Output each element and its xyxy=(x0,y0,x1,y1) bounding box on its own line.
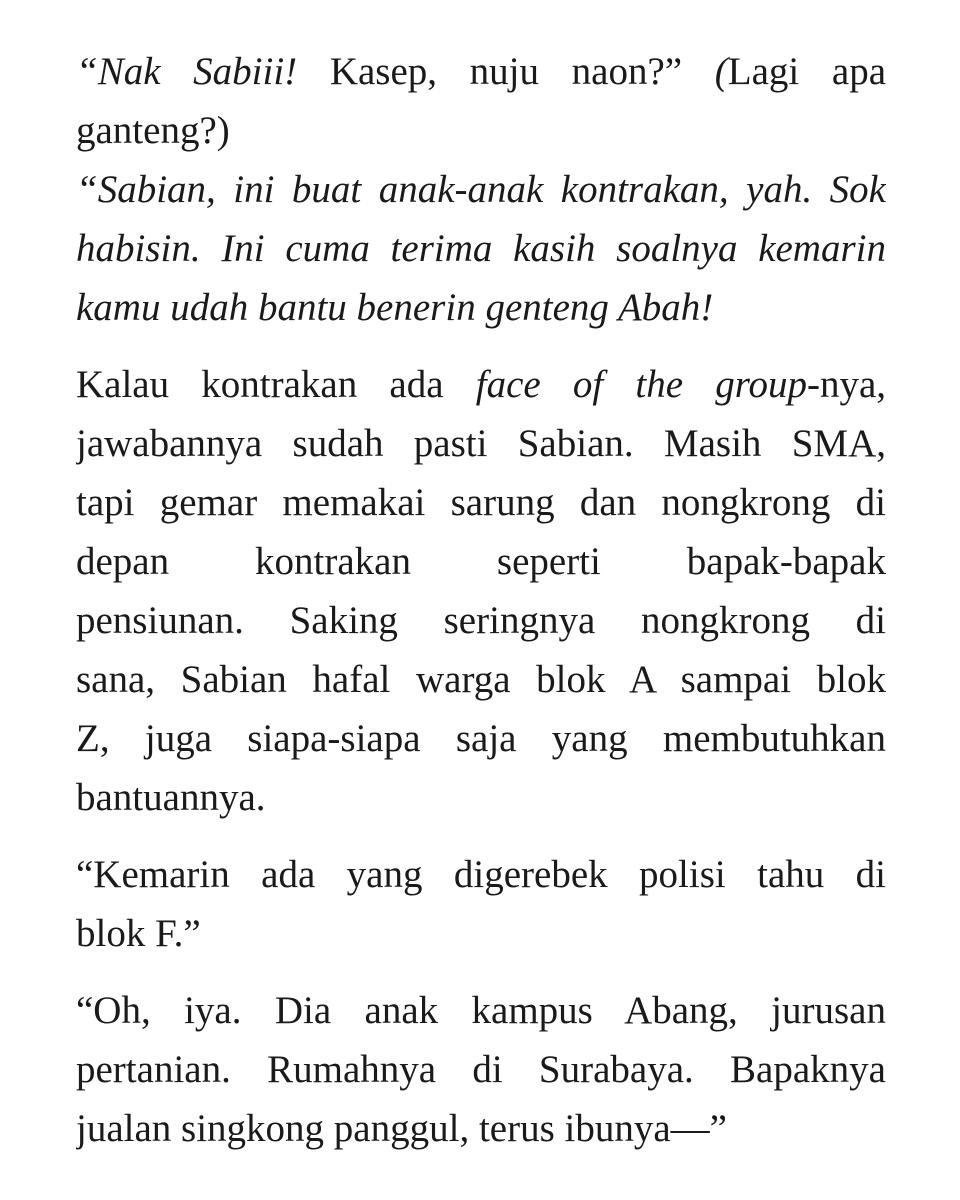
text-line: blok F.” xyxy=(76,912,201,955)
paragraph-dialogue-3 xyxy=(76,845,886,963)
italic-span: “Nak Sabiii! xyxy=(76,50,298,93)
text-line: Z, juga siapa-siapa saja yang membutuhkan xyxy=(76,717,886,760)
text-line: bantuannya. xyxy=(76,776,266,819)
text-line: kamu udah bantu benerin genteng Abah! xyxy=(76,286,714,329)
paragraph-dialogue-1 xyxy=(76,42,886,160)
text-line: ganteng?) xyxy=(76,109,230,152)
text-line: habisin. Ini cuma terima kasih soalnya kemarin xyxy=(76,227,886,270)
text-line: “Oh, iya. Dia anak kampus Abang, jurusan xyxy=(76,989,886,1032)
text-line: pertanian. Rumahnya di Surabaya. Bapaknya xyxy=(76,1048,886,1091)
italic-span: face of the group xyxy=(475,363,807,406)
text-line: jawabannya sudah pasti Sabian. Masih SMA, xyxy=(76,422,886,465)
paragraph-dialogue-4 xyxy=(76,981,886,1158)
text-line: jualan singkong panggul, terus ibunya—” xyxy=(76,1107,727,1150)
paragraph-narration-1 xyxy=(76,355,886,827)
text-line: tapi gemar memakai sarung dan nongkrong di xyxy=(76,481,886,524)
text-line: Kalau kontrakan ada face of the group-nya, xyxy=(76,363,886,406)
text-line: “Kemarin ada yang digerebek polisi tahu di xyxy=(76,853,886,896)
text-line: depan kontrakan seperti bapak-bapak xyxy=(76,540,886,583)
text-line: sana, Sabian hafal warga blok A sampai blok xyxy=(76,658,886,701)
text-line: “Sabian, ini buat anak-anak kontrakan, yah. Sok xyxy=(76,168,886,211)
text-line: pensiunan. Saking seringnya nongkrong di xyxy=(76,599,886,642)
book-page xyxy=(76,42,886,1158)
text-line: “Nak Sabiii! Kasep, nuju naon?” (Lagi apa xyxy=(76,50,886,93)
italic-span: ( xyxy=(714,50,728,93)
paragraph-dialogue-2 xyxy=(76,160,886,337)
